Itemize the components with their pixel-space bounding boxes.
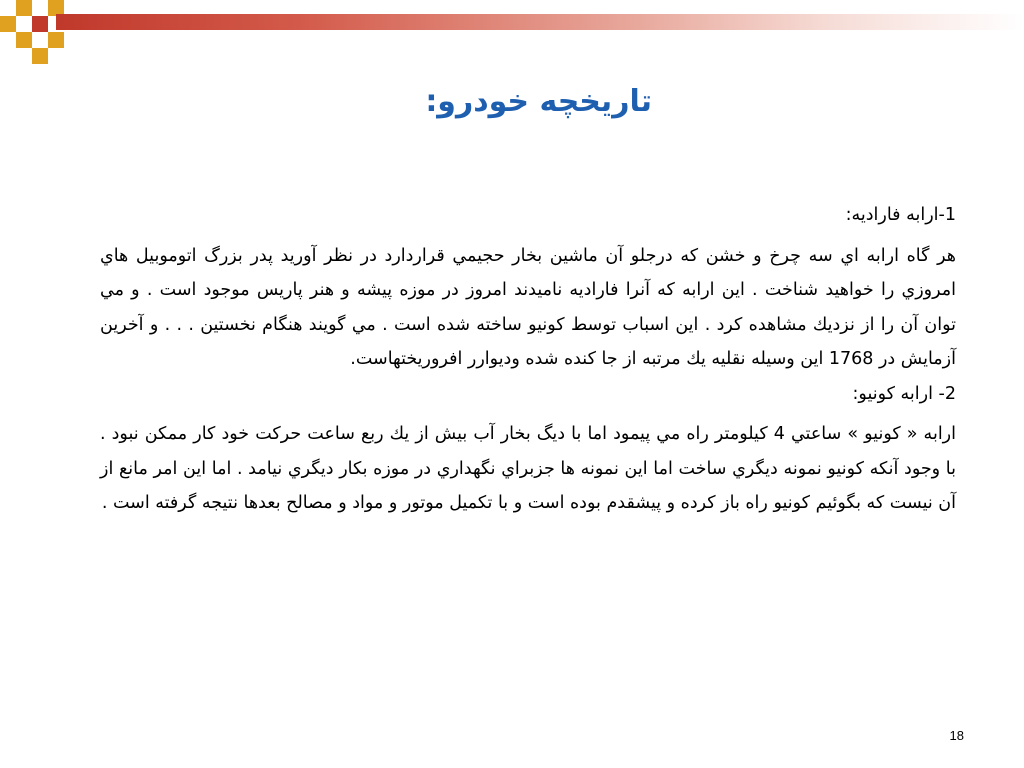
section-heading-1: 1-ارابه فاراديه:: [845, 205, 956, 225]
slide-body: [100, 198, 956, 521]
corner-squares-decoration: [0, 0, 80, 64]
deco-square: [48, 32, 64, 48]
section-heading-2: 2- ارابه كونيو:: [852, 383, 956, 404]
deco-square: [32, 16, 48, 32]
deco-square: [32, 48, 48, 64]
deco-square: [16, 32, 32, 48]
header-gradient-bar: [56, 14, 1024, 30]
section-paragraph-2: ارابه « كونيو » ساعتي 4 كيلومتر راه مي پيمود اما با ديگ بخار آب بيش از يك ربع ساعت حركت خود كار ممكن نبود . با وجود آنكه كونيو نمونه ديگري ساخت اما اين نمونه ها جزبراي نگهداري در موزه بكار ديگري نيامد . اما اين امر مانع از آن نيست كه بگوئيم كونيو راه باز كرده و پيشقدم بوده است و با تكميل موتور و مواد و مصالح بعدها نتيجه گرفته است .: [100, 424, 956, 513]
section-paragraph-1: هر گاه ارابه اي سه چرخ و خشن كه درجلو آن ماشين بخار حجيمي قراردارد در نظر آوريد پدر بزرگ اتوموبيل هاي امروزي را خواهيد شناخت . اين ارابه كه آنرا فاراديه ناميدند امروز در موزه پيشه و هنر پاريس موجود است . و مي توان آن را از نزديك مشاهده كرد . اين اسباب توسط كونيو ساخته شده است . مي گويند هنگام نخستين . . . و آخرين آزمايش در 1768 اين وسيله نقليه يك مرتبه از جا كنده شده وديوارر افروريختهاست.: [100, 245, 956, 369]
page-number: 18: [949, 728, 964, 743]
deco-square: [16, 0, 32, 16]
deco-square: [0, 16, 16, 32]
slide-title: تاريخچه خودرو:: [425, 84, 652, 119]
